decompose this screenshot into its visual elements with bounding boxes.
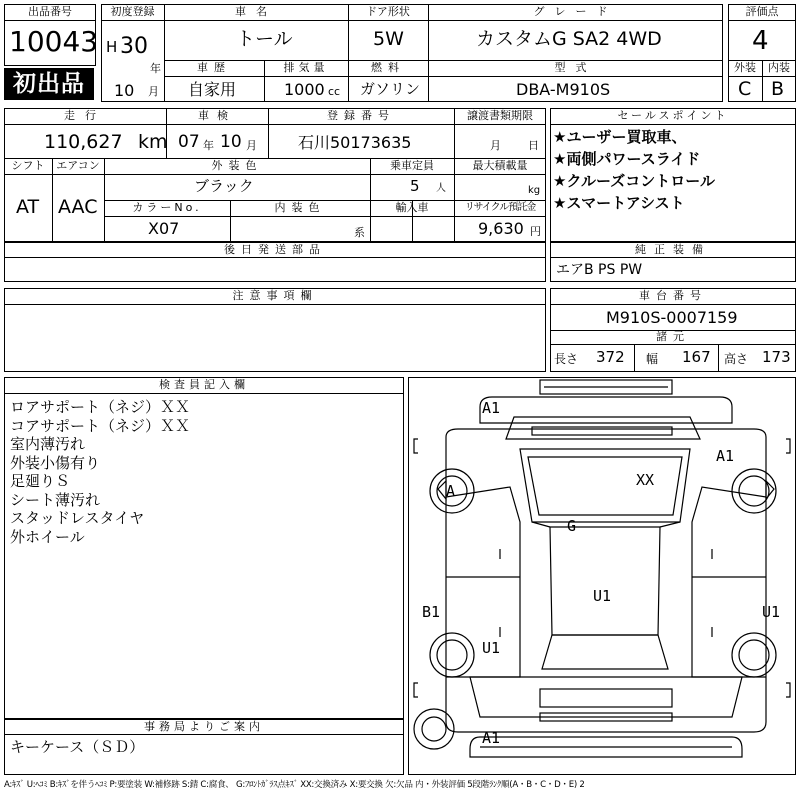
- mark-b1-left: B1: [422, 603, 441, 621]
- history-label: 車歴: [197, 61, 231, 74]
- score: 4: [752, 26, 769, 56]
- sales-point-item: ★両側パワースライド: [553, 150, 701, 168]
- mark-a1-rear: A1: [482, 729, 501, 747]
- office-value: キーケース（ＳＤ）: [10, 738, 145, 756]
- first-listing-badge: 初出品: [4, 68, 94, 100]
- inspector-line: スタッドレスタイヤ: [10, 509, 145, 527]
- legend: A:ｷｽﾞ U:ﾍｺﾐ B:ｷｽﾞを伴うﾍｺﾐ P:要塗装 W:補修跡 S:錆 C:腐食、 G:ﾌﾛﾝﾄｶﾞﾗｽ点ｷｽﾞ XX:交換済み X:要交換 欠:欠品 内・外装評価 5段階ﾗﾝｸ順(A・B・C・D・E) 2: [4, 780, 585, 790]
- inspector-line: 足廻りＳ: [10, 472, 71, 490]
- length: 372: [596, 348, 625, 366]
- windshield: [520, 449, 690, 522]
- score-label: 評価点: [745, 5, 779, 18]
- car-name-label: 車名: [235, 5, 277, 18]
- chassis-label: 車台番号: [639, 289, 707, 302]
- door-label: ドア形状: [366, 5, 410, 18]
- model: DBA-M910S: [516, 80, 611, 99]
- interior-grade: B: [771, 78, 785, 100]
- era: H: [106, 38, 118, 56]
- inspection-year: 07: [178, 132, 200, 152]
- mileage-unit: km: [138, 131, 168, 153]
- inspection-year-unit: 年: [203, 139, 214, 152]
- int-color-suffix: 系: [354, 226, 365, 239]
- model-label: 型式: [554, 61, 597, 74]
- plate: 石川50173635: [298, 133, 412, 152]
- ext-color-label: 外装色: [211, 159, 263, 172]
- equipment-label: 純正装備: [635, 243, 711, 256]
- recycle-label: リサイクル預託金: [464, 202, 536, 213]
- sales-point-item: ★ユーザー買取車、: [553, 128, 687, 146]
- year-unit: 年: [150, 62, 161, 75]
- fuel: ガソリン: [360, 80, 421, 98]
- later-parts-label: 後日発送部品: [224, 243, 326, 256]
- mark-a1-front: A1: [482, 399, 501, 417]
- load-label: 最大積載量: [472, 159, 528, 172]
- hood: [480, 397, 732, 423]
- mark-g-windshield: G: [567, 517, 577, 535]
- length-label: 長さ: [554, 352, 579, 366]
- grade-label: グレード: [533, 5, 618, 18]
- shift: AT: [16, 196, 40, 218]
- first-reg-month: 10: [114, 81, 135, 100]
- capacity-unit: 人: [436, 183, 446, 194]
- displacement-unit: cc: [328, 85, 341, 98]
- sales-point-item: ★クルーズコントロール: [553, 172, 715, 190]
- inspector-lines: [10, 398, 190, 546]
- plate-label: 登録番号: [327, 109, 395, 122]
- color-no-label: カラーNo.: [132, 201, 202, 214]
- first-reg-year: 30: [120, 34, 148, 59]
- mark-u1-center: U1: [593, 587, 612, 605]
- displacement-label: 排気量: [283, 61, 329, 74]
- office-label: 事務局よりご案内: [144, 720, 264, 733]
- lot-no: 10043: [9, 25, 99, 58]
- displacement: 1000: [284, 80, 325, 99]
- inspection-month: 10: [220, 132, 242, 152]
- equipment-value: エアB PS PW: [556, 262, 643, 278]
- roof: [550, 527, 660, 635]
- fuel-label: 燃料: [371, 61, 405, 74]
- mark-xx-roof: XX: [636, 471, 655, 489]
- width-label: 幅: [646, 352, 659, 366]
- import-label: 輸入車: [395, 201, 429, 214]
- right-doors: [692, 487, 766, 677]
- mark-u1-right: U1: [762, 603, 781, 621]
- inspector-line: 外装小傷有り: [10, 453, 101, 472]
- transfer-day-unit: 日: [528, 139, 539, 152]
- specs-box: [4, 108, 546, 242]
- inspector-line: ロアサポート（ネジ）ＸＸ: [10, 398, 191, 416]
- inspector-line: コアサポート（ネジ）ＸＸ: [10, 416, 191, 435]
- interior-label: 内装: [768, 61, 790, 74]
- month-unit: 月: [148, 85, 159, 98]
- sales-points-label: セールスポイント: [617, 109, 729, 122]
- mark-a-left: A: [446, 482, 456, 500]
- int-color-label: 内装色: [274, 201, 326, 214]
- mark-a1-right: A1: [716, 447, 735, 465]
- door-type: 5W: [373, 28, 404, 50]
- inspector-line: 外ホイール: [10, 527, 85, 546]
- exterior-label: 外装: [734, 61, 756, 74]
- exterior-grade: C: [738, 78, 752, 100]
- shift-label: シフト: [11, 159, 45, 172]
- height: 173: [762, 348, 791, 366]
- history: 自家用: [188, 80, 237, 99]
- vehicle-diagram: [410, 377, 794, 771]
- grade: カスタムG SA2 4WD: [476, 28, 662, 50]
- car-name: トール: [236, 28, 293, 50]
- dims-label: 諸元: [656, 330, 690, 343]
- notes-label: 注意事項欄: [232, 289, 318, 302]
- recycle-fee: 9,630: [478, 219, 524, 238]
- capacity: 5: [410, 177, 420, 195]
- sales-point-item: ★スマートアシスト: [553, 194, 685, 212]
- mileage-label: 走行: [64, 109, 106, 122]
- inspector-line: 室内薄汚れ: [10, 435, 86, 453]
- inspection-label: 車検: [198, 109, 236, 122]
- inspector-label: 検査員記入欄: [159, 378, 249, 391]
- first-reg-label: 初度登録: [110, 5, 155, 18]
- ac-label: エアコン: [56, 159, 100, 172]
- mark-u1-left: U1: [482, 639, 501, 657]
- ext-color: ブラック: [194, 177, 254, 195]
- recycle-unit: 円: [530, 225, 541, 238]
- transfer-month-unit: 月: [490, 139, 501, 152]
- ac: AAC: [58, 196, 98, 218]
- lot-no-label: 出品番号: [28, 5, 72, 18]
- mileage: 110,627: [44, 131, 123, 153]
- chassis-number: M910S-0007159: [606, 308, 738, 327]
- transfer-label: 譲渡書類期限: [467, 109, 533, 122]
- inspector-line: シート薄汚れ: [10, 490, 101, 509]
- color-no: X07: [148, 219, 180, 238]
- height-label: 高さ: [724, 352, 749, 366]
- inspection-month-unit: 月: [246, 139, 257, 152]
- capacity-label: 乗車定員: [390, 159, 434, 172]
- body-outline: [446, 429, 766, 732]
- load-unit: kg: [528, 185, 541, 196]
- tailgate: [470, 677, 742, 717]
- width: 167: [682, 348, 711, 366]
